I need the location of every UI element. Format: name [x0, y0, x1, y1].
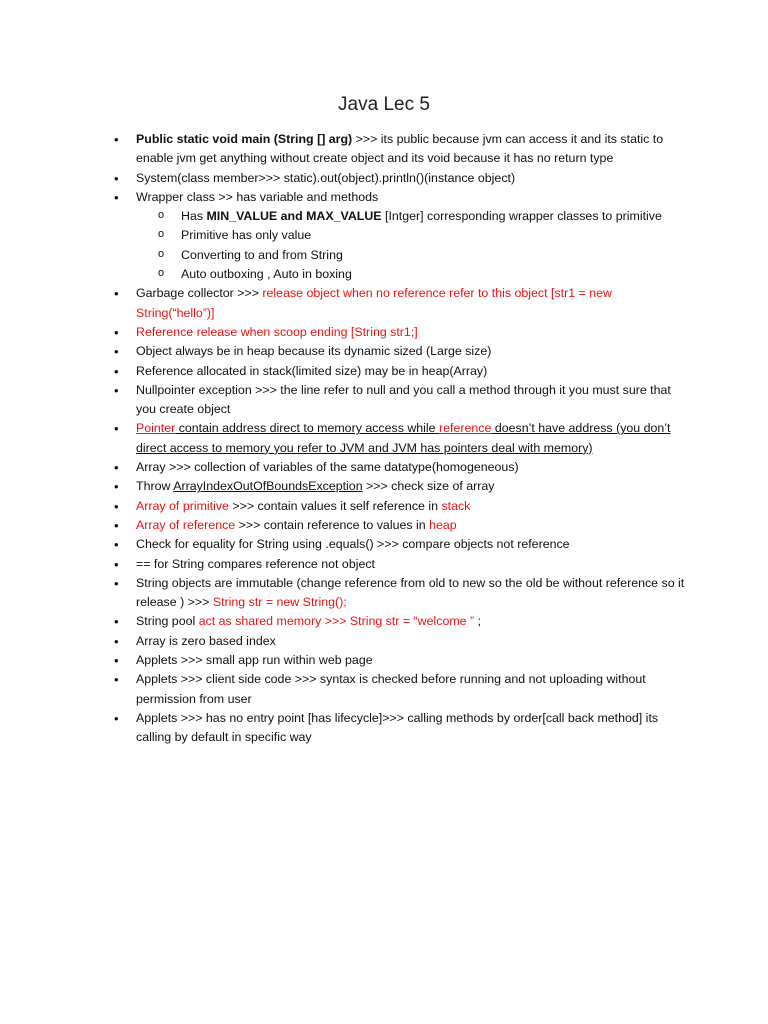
list-item: • Pointer contain address direct to memory access while reference doesn’t have address (you don’t direct access to memory you refer to JVM and JVM has pointers deal with memory): [110, 419, 685, 458]
sub-list-item: o Has MIN_VALUE and MAX_VALUE [Intger] corresponding wrapper classes to primitive: [136, 207, 685, 226]
list-item: • Check for equality for String using .equals() >>> compare objects not reference: [110, 535, 685, 554]
list-item: • Array of primitive >>> contain values it self reference in stack: [110, 497, 685, 516]
list-item: • Applets >>> client side code >>> syntax is checked before running and not uploading without permission from user: [110, 670, 685, 709]
list-item: • Nullpointer exception >>> the line refer to null and you call a method through it you must sure that you create object: [110, 381, 685, 420]
list-item: • Applets >>> small app run within web page: [110, 651, 685, 670]
list-item: • Reference allocated in stack(limited size) may be in heap(Array): [110, 362, 685, 381]
page-title: Java Lec 5: [338, 94, 430, 115]
list-item: • Throw ArrayIndexOutOfBoundsException >>> check size of array: [110, 477, 685, 496]
sub-list-item: o Auto outboxing , Auto in boxing: [136, 265, 685, 284]
notes-list: [110, 130, 685, 748]
sub-list-item: o Converting to and from String: [136, 246, 685, 265]
list-item: • == for String compares reference not object: [110, 555, 685, 574]
sub-list: [136, 207, 685, 284]
list-item: • String objects are immutable (change reference from old to new so the old be without reference so it release ) >>> String str = new String();: [110, 574, 685, 613]
list-item: • Array of reference >>> contain reference to values in heap: [110, 516, 685, 535]
list-item: • Array is zero based index: [110, 632, 685, 651]
list-item: • Applets >>> has no entry point [has lifecycle]>>> calling methods by order[call back method] its calling by default in specific way: [110, 709, 685, 748]
list-item: • String pool act as shared memory >>> String str = “welcome ” ;: [110, 612, 685, 631]
list-item: • Wrapper class >> has variable and methods o Has MIN_VALUE and MAX_VALUE [Intger] corresponding wrapper classes to primitive o Primitive has only value o Converting to and from String o Auto outboxing , Auto in boxing: [110, 188, 685, 284]
sub-list-item: o Primitive has only value: [136, 226, 685, 245]
list-item: • Public static void main (String [] arg) >>> its public because jvm can access it and its static to enable jvm get anything without create object and its void because it has no return type: [110, 130, 685, 169]
list-item: • System(class member>>> static).out(object).println()(instance object): [110, 169, 685, 188]
list-item: • Array >>> collection of variables of the same datatype(homogeneous): [110, 458, 685, 477]
list-item: • Object always be in heap because its dynamic sized (Large size): [110, 342, 685, 361]
list-item: • Reference release when scoop ending [String str1;]: [110, 323, 685, 342]
list-item: • Garbage collector >>> release object when no reference refer to this object [str1 = new String(“hello”)]: [110, 284, 685, 323]
